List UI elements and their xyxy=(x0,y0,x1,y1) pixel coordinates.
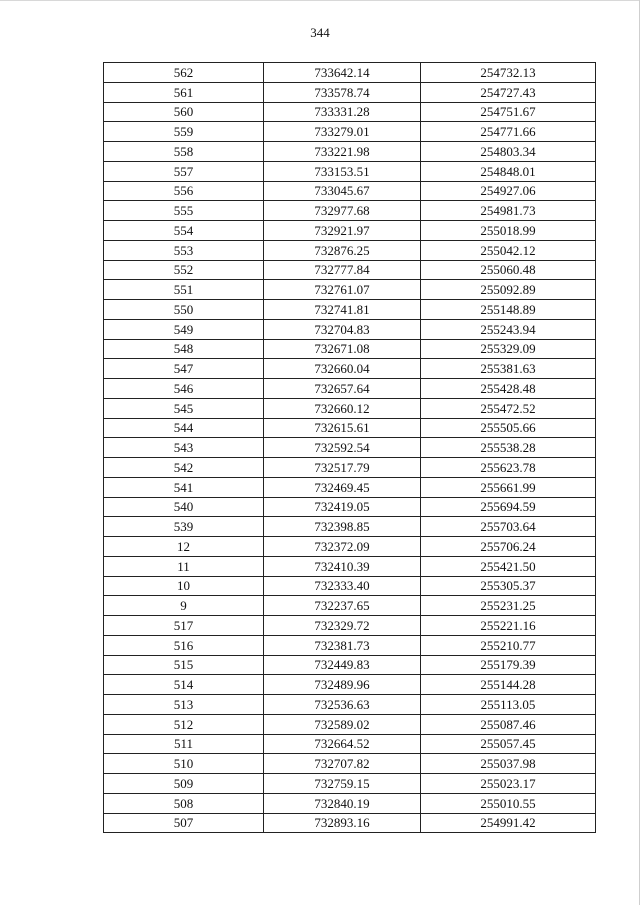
x-coordinate-cell: 732489.96 xyxy=(264,675,421,695)
y-coordinate-cell: 255144.28 xyxy=(421,675,596,695)
point-number-cell: 543 xyxy=(104,438,264,458)
x-coordinate-cell: 732410.39 xyxy=(264,556,421,576)
table-row xyxy=(104,517,596,537)
x-coordinate-cell: 732398.85 xyxy=(264,517,421,537)
x-coordinate-cell: 732921.97 xyxy=(264,221,421,241)
y-coordinate-cell: 255010.55 xyxy=(421,793,596,813)
table-row xyxy=(104,497,596,517)
table-row xyxy=(104,695,596,715)
point-number-cell: 544 xyxy=(104,418,264,438)
y-coordinate-cell: 254771.66 xyxy=(421,122,596,142)
y-coordinate-cell: 255037.98 xyxy=(421,754,596,774)
point-number-cell: 555 xyxy=(104,201,264,221)
y-coordinate-cell: 254927.06 xyxy=(421,181,596,201)
y-coordinate-cell: 254803.34 xyxy=(421,142,596,162)
point-number-cell: 511 xyxy=(104,734,264,754)
table-row xyxy=(104,82,596,102)
y-coordinate-cell: 255221.16 xyxy=(421,616,596,636)
x-coordinate-cell: 733045.67 xyxy=(264,181,421,201)
table-row xyxy=(104,616,596,636)
table-row xyxy=(104,438,596,458)
y-coordinate-cell: 254981.73 xyxy=(421,201,596,221)
x-coordinate-cell: 733221.98 xyxy=(264,142,421,162)
x-coordinate-cell: 732876.25 xyxy=(264,240,421,260)
point-number-cell: 547 xyxy=(104,359,264,379)
y-coordinate-cell: 255179.39 xyxy=(421,655,596,675)
x-coordinate-cell: 732977.68 xyxy=(264,201,421,221)
table-row xyxy=(104,734,596,754)
y-coordinate-cell: 255706.24 xyxy=(421,537,596,557)
x-coordinate-cell: 732333.40 xyxy=(264,576,421,596)
table-row xyxy=(104,280,596,300)
table-row xyxy=(104,556,596,576)
point-number-cell: 510 xyxy=(104,754,264,774)
x-coordinate-cell: 732660.12 xyxy=(264,398,421,418)
point-number-cell: 514 xyxy=(104,675,264,695)
point-number-cell: 539 xyxy=(104,517,264,537)
table-row xyxy=(104,635,596,655)
y-coordinate-cell: 255703.64 xyxy=(421,517,596,537)
table-row xyxy=(104,63,596,83)
x-coordinate-cell: 732704.83 xyxy=(264,319,421,339)
y-coordinate-cell: 254991.42 xyxy=(421,813,596,833)
point-number-cell: 513 xyxy=(104,695,264,715)
y-coordinate-cell: 255661.99 xyxy=(421,477,596,497)
table-row xyxy=(104,319,596,339)
y-coordinate-cell: 255087.46 xyxy=(421,714,596,734)
point-number-cell: 541 xyxy=(104,477,264,497)
point-number-cell: 561 xyxy=(104,82,264,102)
point-number-cell: 556 xyxy=(104,181,264,201)
point-number-cell: 551 xyxy=(104,280,264,300)
x-coordinate-cell: 732517.79 xyxy=(264,458,421,478)
point-number-cell: 559 xyxy=(104,122,264,142)
table-row xyxy=(104,576,596,596)
x-coordinate-cell: 732707.82 xyxy=(264,754,421,774)
x-coordinate-cell: 732741.81 xyxy=(264,300,421,320)
table-row xyxy=(104,398,596,418)
table-row xyxy=(104,379,596,399)
table-row xyxy=(104,418,596,438)
y-coordinate-cell: 254727.43 xyxy=(421,82,596,102)
point-number-cell: 553 xyxy=(104,240,264,260)
point-number-cell: 560 xyxy=(104,102,264,122)
table-row xyxy=(104,161,596,181)
table-row xyxy=(104,793,596,813)
x-coordinate-cell: 732840.19 xyxy=(264,793,421,813)
x-coordinate-cell: 732615.61 xyxy=(264,418,421,438)
y-coordinate-cell: 255148.89 xyxy=(421,300,596,320)
x-coordinate-cell: 733331.28 xyxy=(264,102,421,122)
table-row xyxy=(104,240,596,260)
table-row xyxy=(104,339,596,359)
x-coordinate-cell: 733642.14 xyxy=(264,63,421,83)
point-number-cell: 554 xyxy=(104,221,264,241)
point-number-cell: 549 xyxy=(104,319,264,339)
table-row xyxy=(104,537,596,557)
x-coordinate-cell: 733153.51 xyxy=(264,161,421,181)
y-coordinate-cell: 255231.25 xyxy=(421,596,596,616)
table-row xyxy=(104,300,596,320)
x-coordinate-cell: 732372.09 xyxy=(264,537,421,557)
y-coordinate-cell: 255210.77 xyxy=(421,635,596,655)
point-number-cell: 509 xyxy=(104,774,264,794)
x-coordinate-cell: 733578.74 xyxy=(264,82,421,102)
y-coordinate-cell: 255421.50 xyxy=(421,556,596,576)
y-coordinate-cell: 254751.67 xyxy=(421,102,596,122)
point-number-cell: 10 xyxy=(104,576,264,596)
point-number-cell: 540 xyxy=(104,497,264,517)
table-row xyxy=(104,221,596,241)
scan-edge-top xyxy=(0,0,640,1)
y-coordinate-cell: 255113.05 xyxy=(421,695,596,715)
x-coordinate-cell: 732660.04 xyxy=(264,359,421,379)
x-coordinate-cell: 732664.52 xyxy=(264,734,421,754)
point-number-cell: 545 xyxy=(104,398,264,418)
coordinates-table-body xyxy=(104,63,596,833)
coordinates-table xyxy=(103,62,596,833)
table-row xyxy=(104,102,596,122)
y-coordinate-cell: 255305.37 xyxy=(421,576,596,596)
x-coordinate-cell: 732419.05 xyxy=(264,497,421,517)
x-coordinate-cell: 732777.84 xyxy=(264,260,421,280)
y-coordinate-cell: 254848.01 xyxy=(421,161,596,181)
y-coordinate-cell: 255623.78 xyxy=(421,458,596,478)
y-coordinate-cell: 255472.52 xyxy=(421,398,596,418)
x-coordinate-cell: 732761.07 xyxy=(264,280,421,300)
table-row xyxy=(104,201,596,221)
y-coordinate-cell: 255060.48 xyxy=(421,260,596,280)
table-row xyxy=(104,181,596,201)
y-coordinate-cell: 255018.99 xyxy=(421,221,596,241)
point-number-cell: 507 xyxy=(104,813,264,833)
x-coordinate-cell: 732592.54 xyxy=(264,438,421,458)
y-coordinate-cell: 254732.13 xyxy=(421,63,596,83)
table-row xyxy=(104,477,596,497)
x-coordinate-cell: 732449.83 xyxy=(264,655,421,675)
point-number-cell: 512 xyxy=(104,714,264,734)
table-row xyxy=(104,774,596,794)
x-coordinate-cell: 732893.16 xyxy=(264,813,421,833)
y-coordinate-cell: 255505.66 xyxy=(421,418,596,438)
y-coordinate-cell: 255381.63 xyxy=(421,359,596,379)
y-coordinate-cell: 255023.17 xyxy=(421,774,596,794)
point-number-cell: 548 xyxy=(104,339,264,359)
x-coordinate-cell: 732657.64 xyxy=(264,379,421,399)
point-number-cell: 9 xyxy=(104,596,264,616)
table-row xyxy=(104,675,596,695)
x-coordinate-cell: 732671.08 xyxy=(264,339,421,359)
y-coordinate-cell: 255092.89 xyxy=(421,280,596,300)
y-coordinate-cell: 255694.59 xyxy=(421,497,596,517)
point-number-cell: 508 xyxy=(104,793,264,813)
y-coordinate-cell: 255042.12 xyxy=(421,240,596,260)
y-coordinate-cell: 255329.09 xyxy=(421,339,596,359)
point-number-cell: 12 xyxy=(104,537,264,557)
x-coordinate-cell: 732589.02 xyxy=(264,714,421,734)
x-coordinate-cell: 732536.63 xyxy=(264,695,421,715)
point-number-cell: 550 xyxy=(104,300,264,320)
point-number-cell: 515 xyxy=(104,655,264,675)
y-coordinate-cell: 255057.45 xyxy=(421,734,596,754)
y-coordinate-cell: 255538.28 xyxy=(421,438,596,458)
x-coordinate-cell: 732759.15 xyxy=(264,774,421,794)
table-row xyxy=(104,596,596,616)
x-coordinate-cell: 733279.01 xyxy=(264,122,421,142)
point-number-cell: 552 xyxy=(104,260,264,280)
y-coordinate-cell: 255428.48 xyxy=(421,379,596,399)
x-coordinate-cell: 732381.73 xyxy=(264,635,421,655)
table-row xyxy=(104,142,596,162)
point-number-cell: 517 xyxy=(104,616,264,636)
table-row xyxy=(104,458,596,478)
point-number-cell: 546 xyxy=(104,379,264,399)
y-coordinate-cell: 255243.94 xyxy=(421,319,596,339)
x-coordinate-cell: 732237.65 xyxy=(264,596,421,616)
page-number: 344 xyxy=(310,25,330,40)
table-row xyxy=(104,714,596,734)
point-number-cell: 558 xyxy=(104,142,264,162)
table-row xyxy=(104,813,596,833)
point-number-cell: 542 xyxy=(104,458,264,478)
table-row xyxy=(104,260,596,280)
x-coordinate-cell: 732329.72 xyxy=(264,616,421,636)
table-row xyxy=(104,754,596,774)
x-coordinate-cell: 732469.45 xyxy=(264,477,421,497)
table-row xyxy=(104,359,596,379)
point-number-cell: 516 xyxy=(104,635,264,655)
point-number-cell: 557 xyxy=(104,161,264,181)
point-number-cell: 11 xyxy=(104,556,264,576)
point-number-cell: 562 xyxy=(104,63,264,83)
table-row xyxy=(104,122,596,142)
table-row xyxy=(104,655,596,675)
